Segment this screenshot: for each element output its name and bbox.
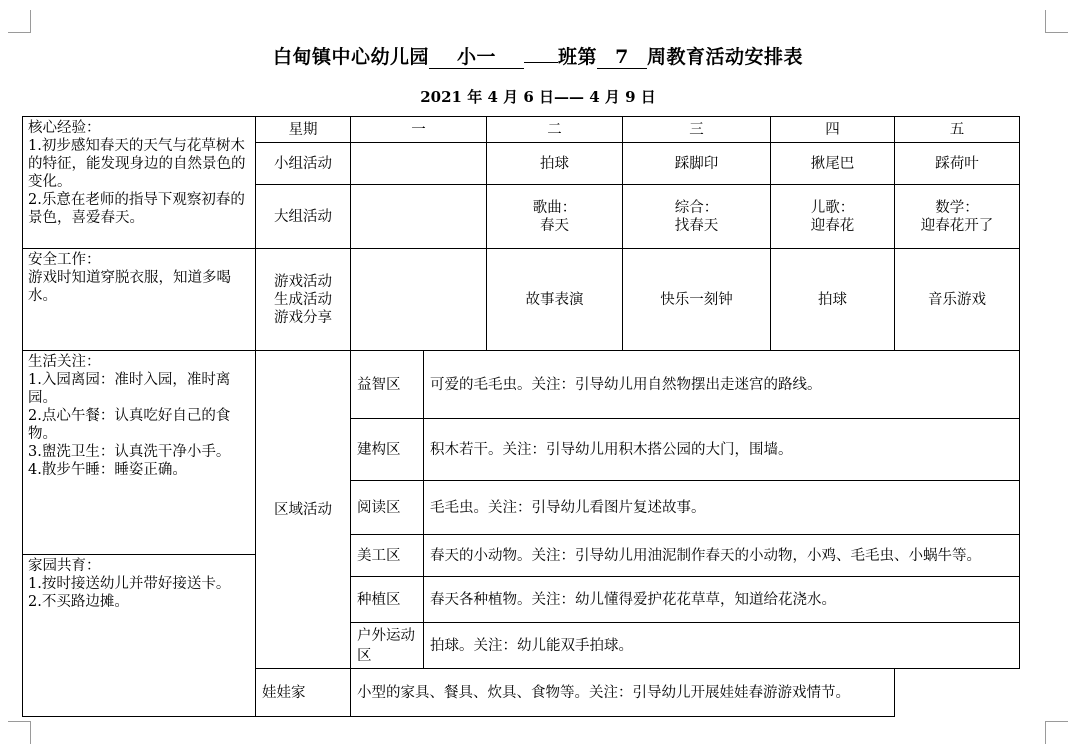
small-group-fri: 踩荷叶 [895, 143, 1020, 185]
large-group-fri [895, 185, 1020, 249]
schedule-table [22, 116, 1020, 717]
game-row [23, 249, 1020, 351]
activity-name: 迎春花 [810, 217, 855, 234]
small-group-mon [351, 143, 487, 185]
safety-text: 游戏时知道穿脱衣服，知道多喝水。 [28, 270, 231, 304]
game-label: 游戏活动 生成活动 游戏分享 [256, 249, 351, 351]
weekday-mon: 一 [351, 117, 487, 143]
weekday-row [23, 117, 1020, 143]
game-tue: 故事表演 [487, 249, 623, 351]
activity-type: 综合： [674, 199, 719, 216]
safety-title: 安全工作： [28, 252, 101, 268]
small-group-wed: 踩脚印 [623, 143, 771, 185]
life-title: 生活关注： [28, 354, 101, 370]
weekday-fri: 五 [895, 117, 1020, 143]
area-description: 积木若干。关注：引导幼儿用积木搭公园的大门，围墙。 [424, 419, 1020, 481]
game-thu: 拍球 [771, 249, 895, 351]
page-corner-mark [8, 10, 31, 33]
area-description: 春天各种植物。关注：幼儿懂得爱护花花草草，知道给花浇水。 [424, 577, 1020, 623]
area-name: 美工区 [351, 535, 424, 577]
area-description: 小型的家具、餐具、炊具、食物等。关注：引导幼儿开展娃娃春游游戏情节。 [351, 669, 895, 717]
home-title: 家园共育： [28, 558, 101, 574]
activity-name: 找春天 [674, 217, 719, 234]
game-mon [351, 249, 487, 351]
safety-cell [23, 249, 256, 351]
document-title [0, 42, 1076, 69]
title-suffix: 周教育活动安排表 [647, 46, 804, 68]
area-name: 阅读区 [351, 481, 424, 535]
core-item: 1.初步感知春天的天气与花草树木的特征，能发现身边的自然景色的变化。 [28, 138, 246, 190]
activity-type: 数学： [935, 199, 979, 216]
game-wed: 快乐一刻钟 [623, 249, 771, 351]
activity-name: 春天 [540, 217, 569, 234]
core-experience-cell [23, 117, 256, 249]
life-item: 1.入园离园：准时入园，准时离园。 [28, 372, 231, 406]
small-group-label: 小组活动 [256, 143, 351, 185]
area-name: 娃娃家 [256, 669, 351, 717]
small-group-thu: 揪尾巴 [771, 143, 895, 185]
life-care-cell [23, 351, 256, 555]
game-fri: 音乐游戏 [895, 249, 1020, 351]
class-name: 小一 [429, 46, 524, 69]
school-name: 白甸镇中心幼儿园 [272, 46, 429, 68]
large-group-mon [351, 185, 487, 249]
life-item: 2.点心午餐：认真吃好自己的食物。 [28, 408, 231, 442]
page-corner-mark [8, 721, 31, 744]
area-description: 春天的小动物。关注：引导幼儿用油泥制作春天的小动物，小鸡、毛毛虫、小蜗牛等。 [424, 535, 1020, 577]
activity-type: 儿歌： [810, 199, 855, 216]
class-suffix: 班第 [557, 46, 597, 68]
weekday-tue: 二 [487, 117, 623, 143]
life-item: 3.盥洗卫生：认真洗干净小手。 [28, 444, 231, 460]
area-description: 可爱的毛毛虫。关注：引导幼儿用自然物摆出走迷宫的路线。 [424, 351, 1020, 419]
large-group-tue [487, 185, 623, 249]
area-name: 种植区 [351, 577, 424, 623]
area-name: 户外运动区 [351, 623, 424, 669]
area-name: 建构区 [351, 419, 424, 481]
areas-label: 区域活动 [256, 351, 351, 669]
small-group-tue: 拍球 [487, 143, 623, 185]
activity-type: 歌曲： [532, 199, 577, 216]
class-blank [524, 62, 558, 63]
large-group-thu [771, 185, 895, 249]
large-group-wed [623, 185, 771, 249]
life-item: 4.散步午睡：睡姿正确。 [28, 462, 187, 478]
week-number: 7 [597, 46, 647, 69]
home-item: 2.不买路边摊。 [28, 594, 129, 610]
activity-name: 迎春花开了 [920, 217, 994, 234]
home-item: 1.按时接送幼儿并带好接送卡。 [28, 576, 231, 592]
area-description: 毛毛虫。关注：引导幼儿看图片复述故事。 [424, 481, 1020, 535]
area-row [23, 351, 1020, 419]
page-corner-mark [1045, 10, 1068, 33]
weekday-thu: 四 [771, 117, 895, 143]
core-title: 核心经验： [28, 120, 101, 136]
core-item: 2.乐意在老师的指导下观察初春的景色，喜爱春天。 [28, 192, 245, 226]
weekday-label: 星期 [256, 117, 351, 143]
area-name: 益智区 [351, 351, 424, 419]
large-group-label: 大组活动 [256, 185, 351, 249]
area-description: 拍球。关注：幼儿能双手拍球。 [424, 623, 1020, 669]
page-corner-mark [1045, 721, 1068, 744]
weekday-wed: 三 [623, 117, 771, 143]
date-range: 2021 年 4 月 6 日—— 4 月 9 日 [420, 88, 656, 106]
home-school-cell [23, 555, 256, 717]
